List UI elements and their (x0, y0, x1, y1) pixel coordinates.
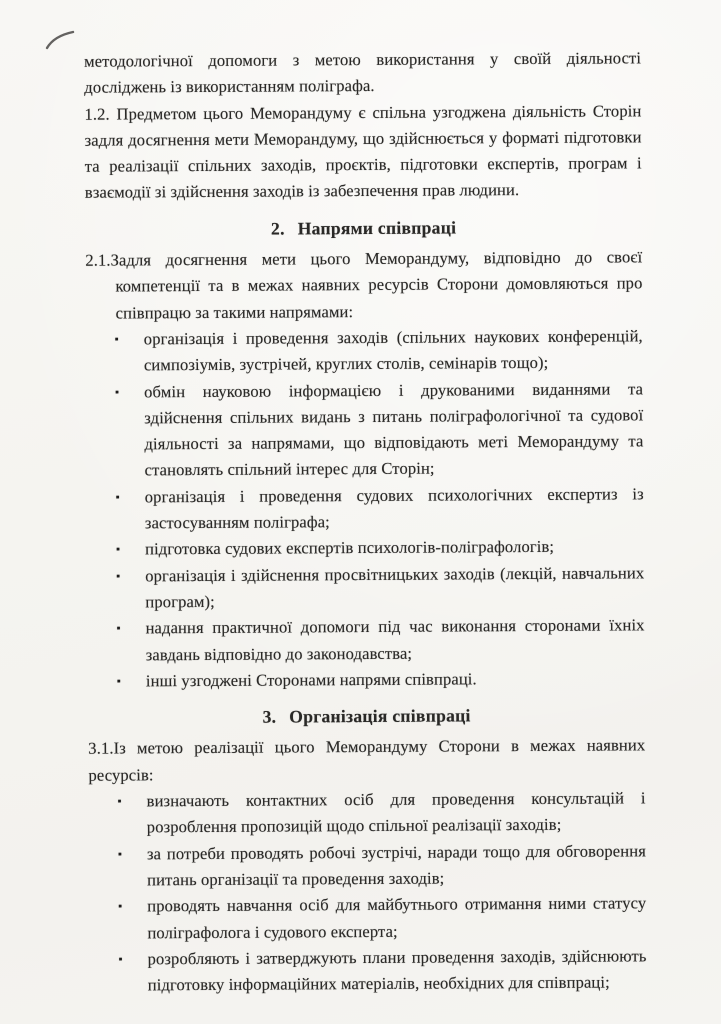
square-bullet-icon: ▪ (116, 570, 121, 583)
section-3-title: Організація співпраці (289, 705, 471, 727)
bullet-text: інші узгоджені Сторонами напрями співпраці. (145, 669, 477, 691)
list-item (89, 943, 646, 999)
square-bullet-icon: ▪ (118, 900, 123, 913)
scan-artifact-mark (45, 28, 79, 52)
square-bullet-icon: ▪ (116, 675, 121, 688)
square-bullet-icon: ▪ (116, 543, 121, 556)
section-3-heading (88, 701, 645, 731)
document-content (84, 45, 647, 999)
square-bullet-icon: ▪ (116, 622, 121, 635)
square-bullet-icon: ▪ (117, 795, 122, 808)
section-3-number: 3. (262, 706, 277, 727)
list-item (87, 560, 644, 616)
bullet-text: розробляють і затверджують плани проведення заходів, здійснюють підготовку інформаційних матеріалів, необхідних для співпраці; (147, 946, 647, 995)
bullet-text: підготовка судових експертів психологів-поліграфологів; (145, 537, 555, 559)
square-bullet-icon: ▪ (114, 333, 119, 346)
square-bullet-icon: ▪ (115, 491, 120, 504)
bullet-text: проводять навчання осіб для майбутнього отримання ними статусу поліграфолога і судового експерта; (147, 893, 647, 942)
square-bullet-icon: ▪ (115, 386, 120, 399)
bullet-text: обмін науковою інформацією і друкованими виданнями та здійснення спільних видань з питань поліграфологічної та судової діяльності за напрямами, що відповідають меті Меморандуму та становлять спільний інтерес для Сторін; (144, 378, 644, 480)
bullet-text: організація і проведення судових психологічних експертиз із застосуванням поліграфа; (144, 484, 644, 533)
section-2-title: Напрями співпраці (297, 217, 457, 239)
paragraph-2-1: 2.1.Задля досягнення мети цього Меморандуму, відповідно до своєї компетенції та в межах наявних ресурсів Сторони домовляються про співпрацю за такими напрямами: (85, 247, 643, 323)
square-bullet-icon: ▪ (118, 953, 123, 966)
paragraph-1-2: 1.2. Предметом цього Меморандуму є спільна узгоджена діяльність Сторін задля досягнення мети Меморандуму, що здійснюється у форматі підготовки та реалізації спільних заходів, проєктів, підготовки експертів, програм і взаємодії зі здійснення заходів із забезпечення прав людини. (84, 100, 642, 203)
square-bullet-icon: ▪ (117, 848, 122, 861)
section-2-bullet-list (86, 323, 645, 695)
list-item (88, 665, 645, 695)
bullet-text: організація і проведення заходів (спільних наукових конференцій, симпозіумів, зустрічей, круглих столів, семінарів тощо); (143, 326, 643, 375)
list-item (87, 534, 644, 564)
list-item (89, 890, 646, 946)
list-item (89, 785, 646, 841)
section-3-bullet-list (89, 785, 647, 999)
list-item (86, 323, 643, 379)
section-2-heading (85, 213, 642, 243)
paragraph-continuation: методологічної допомоги з метою використання у своїй діяльності досліджень із використанням поліграфа. (84, 48, 642, 97)
bullet-text: організація і здійснення просвітницьких заходів (лекцій, навчальних програм); (145, 562, 645, 612)
list-item (87, 613, 644, 669)
paragraph-3-1: 3.1.Із метою реалізації цього Меморандуму Сторони в межах наявних ресурсів: (88, 735, 646, 785)
list-item (89, 838, 646, 894)
bullet-text: за потреби проводять робочі зустрічі, наради тощо для обговорення питань організації та проведення заходів; (146, 840, 646, 890)
list-item (86, 376, 644, 485)
section-2-number: 2. (270, 218, 285, 239)
bullet-text: визначають контактних осіб для проведення консультацій і розроблення пропозицій щодо спільної реалізації заходів; (146, 788, 646, 837)
bullet-text: надання практичної допомоги під час виконання сторонами їхніх завдань відповідно до законодавства; (145, 615, 645, 664)
list-item (87, 481, 644, 537)
